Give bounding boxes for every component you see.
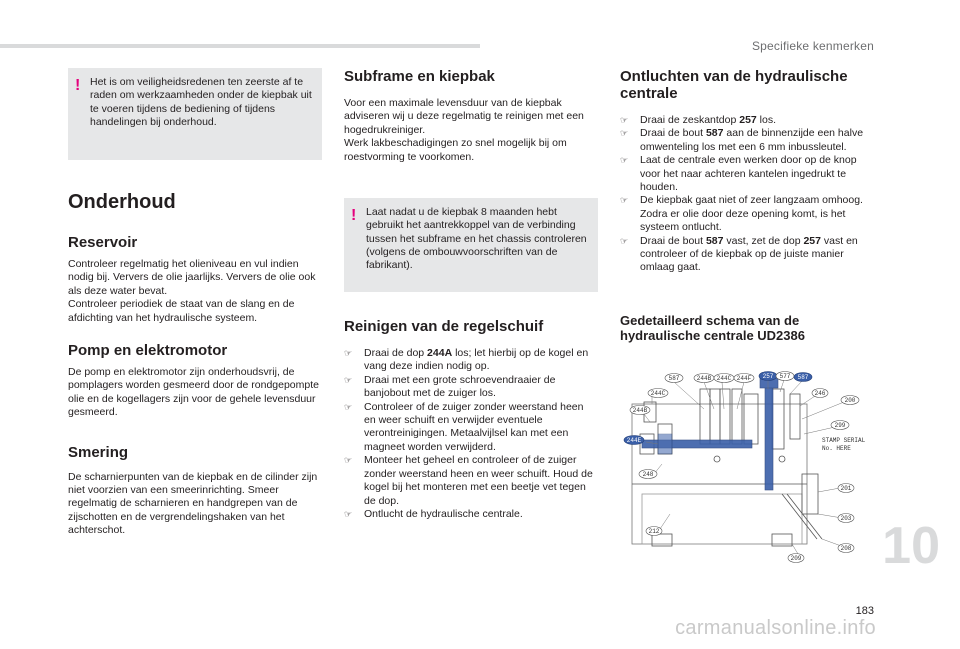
diagram-label: 203: [840, 515, 852, 522]
subframe-text-2: Werk lakbeschadigingen zo snel mogelijk bij om roestvorming te voorkomen.: [344, 137, 567, 163]
heading-smering: Smering: [68, 443, 129, 461]
smering-text: De scharnierpunten van de kiepbak en de cilinder zijn niet voorzien van een smeerinrichting. Smeer regelmatig de scharnieren en handgrepen van de zijschotten en de vergrendelingshaken van het achterschot.: [68, 470, 318, 537]
list-item: ☞ Ontlucht de hydraulische centrale.: [344, 507, 523, 520]
subframe-text-1: Voor een maximale levensduur van de kiepbak adviseren wij u deze regelmatig te reinigen met een hogedrukreiniger.: [344, 97, 584, 136]
stamp-line-2: No. HERE: [822, 445, 851, 452]
ontluchten-steps: [620, 114, 876, 275]
diagram-label: 299: [834, 422, 846, 429]
reservoir-text-2: Controleer periodiek de staat van de slang en de afdichting van het hydraulische systeem.: [68, 298, 295, 324]
warning-box-2: [344, 198, 598, 292]
exclamation-icon: !: [75, 77, 81, 94]
page-title: Onderhoud: [68, 191, 176, 213]
diagram-label: 244B: [632, 407, 648, 414]
pointing-hand-icon: ☞: [620, 115, 629, 125]
pointing-hand-icon: ☞: [344, 374, 353, 385]
diagram-label: 212: [648, 528, 660, 535]
list-item: ☞ Draai de dop 244A los; let hierbij op de kogel en vang deze indien nodig op.: [344, 347, 589, 373]
diagram-label: 244C: [650, 390, 666, 397]
pointing-hand-icon: ☞: [620, 235, 629, 246]
pointing-hand-icon: ☞: [620, 128, 629, 139]
heading-pomp: Pomp en elektromotor: [68, 342, 228, 360]
watermark: carmanualsonline.info: [675, 617, 876, 639]
exclamation-icon: !: [351, 207, 357, 225]
diagram-label: 200: [844, 397, 856, 404]
column-left: [68, 68, 322, 538]
heading-reservoir: Reservoir: [68, 234, 138, 251]
section-title: Specifieke kenmerken: [751, 39, 874, 53]
diagram-label: 246: [814, 390, 826, 397]
pointing-hand-icon: ☞: [344, 508, 353, 519]
diagram-label: 587: [668, 375, 680, 382]
pointing-hand-icon: ☞: [620, 195, 629, 206]
list-item: ☞ Controleer of de zuiger zonder weerstand heen en weer schuift en verwijder eventuele verontreinigingen. Metaalvijlsel kan met een magneet worden verwijderd.: [344, 400, 584, 453]
warning-text-2: Laat nadat u de kiepbak 8 maanden hebt gebruikt het aantrekkoppel van de verbinding tussen het subframe en het chassis controleren (volgens de ombouwvoorschriften van de fabrikant).: [366, 206, 587, 272]
list-item: ☞ Draai met een grote schroevendraaier de banjobout met de zuiger los.: [344, 373, 556, 400]
diagram-label: 244C: [716, 375, 732, 382]
list-item: ☞ Laat de centrale even werken door op de knop voor het naar achteren kantelen ingedrukt te houden.: [620, 154, 857, 194]
column-middle: [344, 68, 598, 521]
heading-ontluchten: Ontluchten van de hydraulische centrale: [620, 68, 848, 102]
list-item: ☞ Draai de zeskantdop 257 los.: [620, 114, 777, 126]
pointing-hand-icon: ☞: [344, 401, 353, 412]
stamp-line-1: STAMP SERIAL: [822, 437, 866, 444]
list-item: ☞ Draai de bout 587 aan de binnenzijde een halve omwenteling los met een 6 mm inbussleutel.: [620, 127, 864, 153]
header-bar: [0, 44, 480, 48]
heading-schema: Gedetailleerd schema van de hydraulische centrale UD2386: [620, 312, 805, 343]
chapter-number: 10: [882, 517, 940, 575]
warning-box: [68, 68, 322, 160]
warning-text: Het is om veiligheidsredenen ten zeerste af te raden om werkzaamheden onder de kiepbak uit te voeren tijdens de bediening of tijdens handelingen bij onderhoud.: [90, 76, 312, 128]
pomp-text: De pomp en elektromotor zijn onderhoudsvrij, de pomplagers worden gesmeerd door de rondgepompte olie en de kogellagers zijn voor de gehele levensduur gesmeerd.: [68, 366, 319, 419]
hydraulic-unit-diagram: [622, 364, 872, 569]
heading-subframe: Subframe en kiepbak: [344, 68, 495, 85]
diagram-label: 201: [840, 485, 852, 492]
pointing-hand-icon: ☞: [620, 155, 629, 166]
list-item: ☞ De kiepbak gaat niet of zeer langzaam omhoog. Zodra er olie door deze opening komt, is het systeem ontlucht.: [620, 194, 863, 234]
diagram-label: 577: [779, 373, 791, 380]
diagram-label: 248: [642, 471, 654, 478]
list-item: ☞ Draai de bout 587 vast, zet de dop 257 vast en controleer of de kiepbak op de juiste manier omlaag gaat.: [620, 234, 858, 274]
pointing-hand-icon: ☞: [344, 348, 353, 359]
diagram-label: 587: [797, 374, 809, 381]
reinigen-steps: [344, 347, 598, 521]
diagram-label: 244E: [626, 437, 642, 444]
pointing-hand-icon: ☞: [344, 455, 353, 466]
diagram-label: 208: [840, 545, 852, 552]
column-right: [620, 68, 876, 343]
list-item: ☞ Monteer het geheel en controleer of de zuiger zonder weerstand heen en weer schuift. Houd de kogel bij het monteren met een beetje vet tegen de dop.: [344, 454, 593, 507]
reservoir-text-1: Controleer regelmatig het olieniveau en vul indien nodig bij. Ververs de olie jaarlijks. Ververs de olie ook als deze water bevat.: [68, 258, 316, 297]
page-number: 183: [855, 605, 874, 617]
heading-reinigen: Reinigen van de regelschuif: [344, 318, 544, 336]
diagram-label: 257: [762, 373, 774, 380]
diagram-label: 244F: [736, 375, 752, 382]
diagram-label: 209: [790, 555, 802, 562]
diagram-label: 244B: [696, 375, 712, 382]
